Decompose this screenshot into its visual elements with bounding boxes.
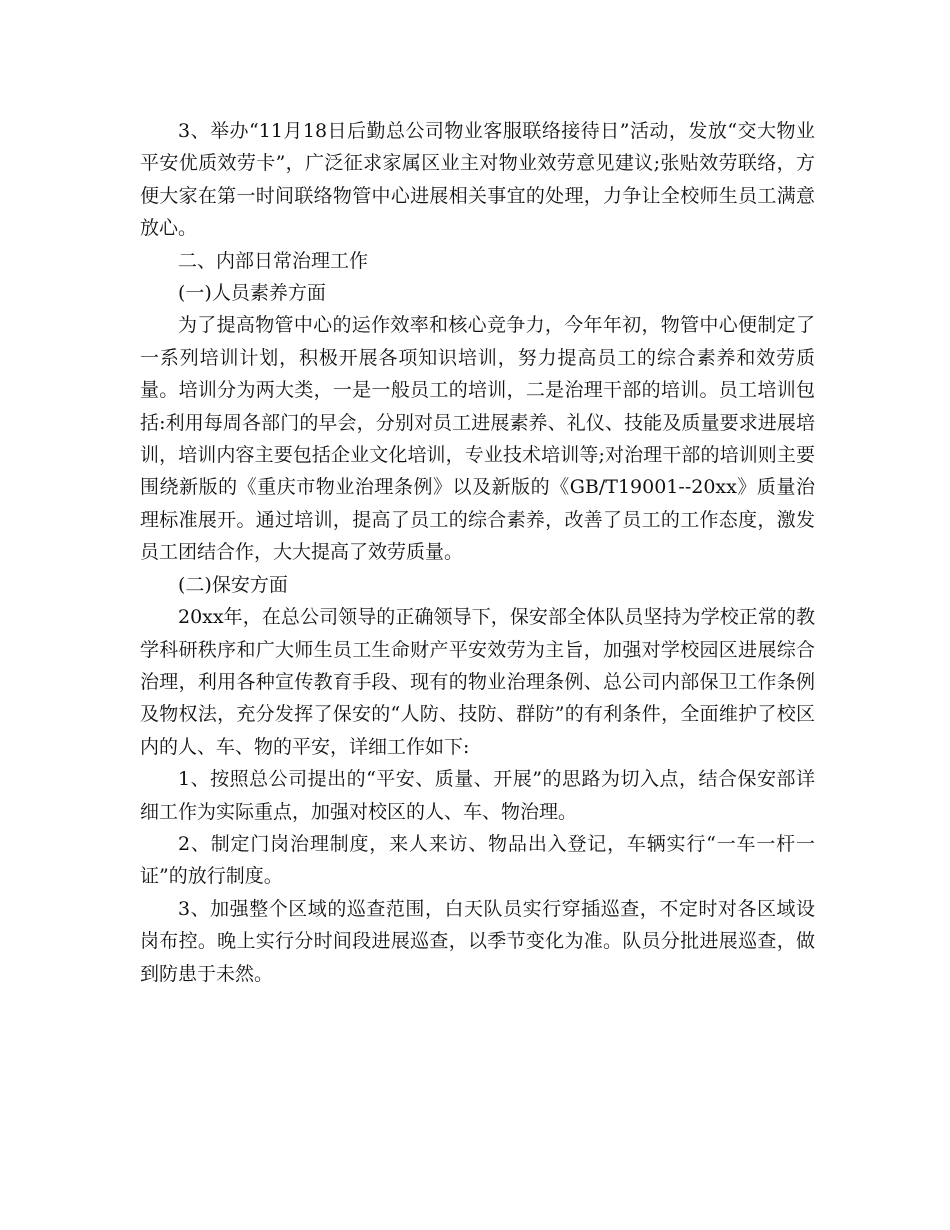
paragraph-security-overview: 20xx年，在总公司领导的正确领导下，保安部全体队员坚持为学校正常的教学科研秩序和广大师生员工生命财产平安效劳为主旨，加强对学校园区进展综合治理，利用各种宣传教育手段、现有的物业治理条例、总公司内部保卫工作条例及物权法，充分发挥了保安的“人防、技防、群防”的有利条件，全面维护了校区内的人、车、物的平安，详细工作如下: — [140, 606, 815, 758]
subsection-heading-personnel: (一)人员素养方面 — [178, 282, 326, 305]
paragraph-training: 为了提高物管中心的运作效率和核心竞争力，今年年初，物管中心便制定了一系列培训计划，积极开展各项知识培训，努力提高员工的综合素养和效劳质量。培训分为两大类，一是一般员工的培训，二是治理干部的培训。员工培训包括:利用每周各部门的早会，分别对员工进展素养、礼仪、技能及质量要求进展培训，培训内容主要包括企业文化培训，专业技术培训等;对治理干部的培训则主要围绕新版的《重庆市物业治理条例》以及新版的《GB/T19001--20xx》质量治理标准展开。通过培训，提高了员工的综合素养，改善了员工的工作态度，激发员工团结合作，大大提高了效劳质量。 — [140, 314, 815, 564]
document-body — [140, 115, 815, 990]
paragraph-service-day: 3、举办“11月18日后勤总公司物业客服联络接待日”活动，发放“交大物业平安优质效劳卡”，广泛征求家属区业主对物业效劳意见建议;张贴效劳联络，方便大家在第一时间联络物管中心进展相关事宜的处理，力争让全校师生员工满意放心。 — [140, 120, 815, 240]
list-item-security-1: 1、按照总公司提出的“平安、质量、开展”的思路为切入点，结合保安部详细工作为实际重点，加强对校区的人、车、物治理。 — [140, 768, 815, 823]
section-heading-internal-management: 二、内部日常治理工作 — [178, 249, 369, 272]
subsection-heading-security: (二)保安方面 — [178, 573, 288, 596]
list-item-security-3: 3、加强整个区域的巡查范围，白天队员实行穿插巡查，不定时对各区域设岗布控。晚上实行分时间段进展巡查，以季节变化为准。队员分批进展巡查，做到防患于未然。 — [140, 897, 815, 985]
list-item-security-2: 2、制定门岗治理制度，来人来访、物品出入登记，车辆实行“一车一杆一证”的放行制度。 — [140, 832, 815, 888]
